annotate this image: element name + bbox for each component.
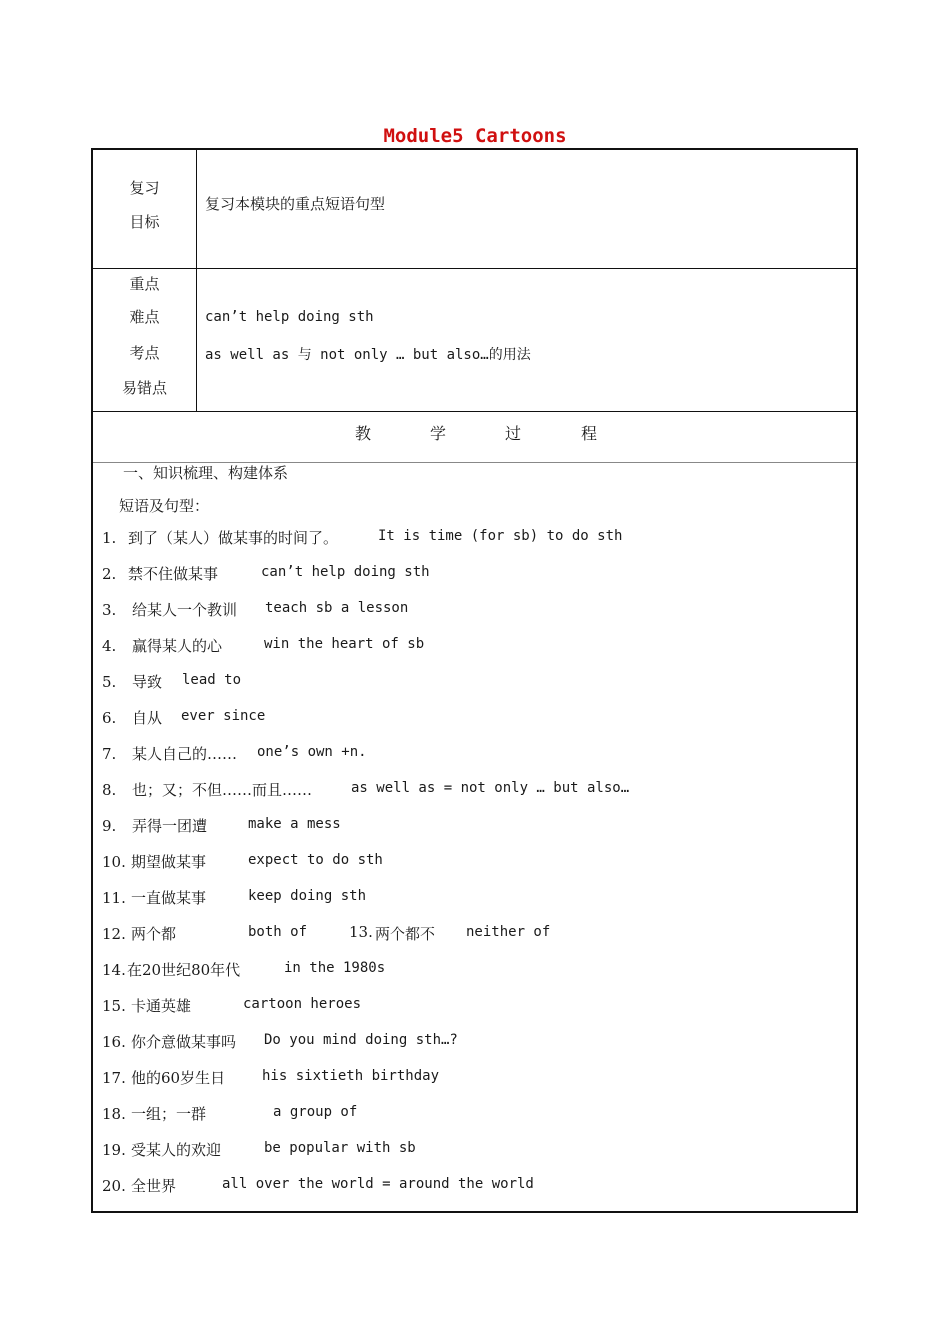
phrase-number: 19.	[102, 1141, 126, 1159]
lesson-table	[91, 148, 858, 1213]
phrase-number: 9.	[102, 817, 117, 835]
phrase-number: 6.	[102, 709, 117, 727]
phrase-english: his sixtieth birthday	[262, 1068, 440, 1084]
subsection-title: 短语及句型：	[119, 497, 210, 515]
phrase-number: 20.	[102, 1177, 126, 1195]
phrase-english: ever since	[181, 708, 266, 724]
phrase-chinese: 你介意做某事吗	[131, 1033, 237, 1051]
phrase-chinese: 两个都不	[375, 925, 436, 943]
phrase-item	[102, 815, 341, 835]
phrase-item	[102, 671, 242, 691]
phrase-number: 5.	[102, 673, 117, 691]
phrase-english: cartoon heroes	[243, 996, 362, 1012]
phrase-number: 12.	[102, 925, 126, 943]
phrase-number: 4.	[102, 637, 117, 655]
label-column-divider	[196, 149, 197, 411]
phrase-item	[102, 707, 266, 727]
phrase-item	[102, 1139, 416, 1159]
phrase-item	[102, 635, 425, 655]
phrase-number: 13.	[349, 923, 373, 941]
section-title: 一、知识梳理、构建体系	[123, 464, 289, 482]
phrase-number: 2.	[102, 565, 117, 583]
phrase-chinese: 也；又；不但……而且……	[132, 781, 313, 799]
phrase-number: 11.	[102, 889, 126, 907]
review-goal-content: 复习本模块的重点短语句型	[205, 195, 386, 213]
phrase-english: all over the world = around the world	[222, 1176, 534, 1192]
phrase-chinese: 赢得某人的心	[132, 637, 223, 655]
key-label-yicuodian: 易错点	[121, 379, 167, 397]
process-char-4: 程	[581, 424, 598, 443]
phrase-item	[102, 887, 367, 907]
phrase-item	[102, 851, 383, 871]
row-divider-keypoints	[93, 411, 856, 412]
review-goal-label-2: 目标	[129, 213, 160, 231]
phrase-item	[102, 959, 386, 979]
phrase-number: 17.	[102, 1069, 126, 1087]
phrase-chinese: 他的60岁生日	[131, 1069, 226, 1087]
phrase-item	[102, 1103, 358, 1123]
phrase-number: 1.	[102, 529, 117, 547]
key-point-line-2: as well as 与 not only … but also…的用法	[205, 347, 531, 363]
phrase-chinese: 给某人一个教训	[132, 601, 238, 619]
review-goal-label-1: 复习	[129, 179, 160, 197]
phrase-chinese: 两个都	[131, 925, 177, 943]
phrase-item	[102, 1067, 440, 1087]
phrase-number: 15.	[102, 997, 126, 1015]
phrase-item	[102, 563, 430, 583]
phrase-english: expect to do sth	[248, 852, 383, 868]
phrase-chinese: 受某人的欢迎	[131, 1141, 222, 1159]
process-char-2: 学	[430, 424, 447, 443]
table-top-border	[93, 149, 856, 150]
key-label-kaodian: 考点	[129, 344, 160, 362]
phrase-item	[102, 1031, 458, 1051]
phrase-item	[102, 995, 362, 1015]
phrase-number: 14.	[102, 961, 126, 979]
row-divider-goal	[93, 268, 856, 269]
process-char-3: 过	[505, 424, 522, 443]
phrase-english: Do you mind doing sth…?	[264, 1032, 458, 1048]
phrase-chinese: 一组；一群	[131, 1105, 207, 1123]
key-point-line-1: can’t help doing sth	[205, 309, 374, 325]
key-label-zhongdian: 重点	[129, 275, 160, 293]
phrase-english: win the heart of sb	[264, 636, 425, 652]
phrase-english: both of	[248, 924, 308, 940]
phrase-english: can’t help doing sth	[261, 564, 430, 580]
phrase-english: a group of	[273, 1104, 358, 1120]
phrase-item	[102, 599, 409, 619]
phrase-chinese: 自从	[132, 709, 163, 727]
phrase-item	[102, 779, 630, 799]
phrase-number: 18.	[102, 1105, 126, 1123]
phrase-chinese: 在20世纪80年代	[127, 961, 241, 979]
phrase-english: as well as = not only … but also…	[351, 780, 630, 796]
phrase-english: neither of	[466, 924, 551, 940]
process-heading	[93, 421, 856, 443]
phrase-chinese: 导致	[132, 673, 163, 691]
phrase-chinese: 卡通英雄	[131, 997, 192, 1015]
phrase-chinese: 到了（某人）做某事的时间了。	[128, 529, 339, 547]
phrase-item	[102, 743, 367, 763]
phrase-number: 8.	[102, 781, 117, 799]
process-char-1: 教	[355, 424, 372, 443]
phrase-chinese: 某人自己的……	[132, 745, 238, 763]
phrase-chinese: 期望做某事	[131, 853, 207, 871]
phrase-english: in the 1980s	[284, 960, 386, 976]
phrase-chinese: 禁不住做某事	[128, 565, 219, 583]
phrase-chinese: 全世界	[131, 1177, 177, 1195]
phrase-item	[102, 923, 551, 943]
phrase-english: It is time (for sb) to do sth	[378, 528, 623, 544]
phrase-item	[102, 1175, 534, 1195]
phrase-number: 16.	[102, 1033, 126, 1051]
page-title: Module5 Cartoons	[383, 125, 567, 147]
phrase-number: 10.	[102, 853, 126, 871]
phrase-number: 7.	[102, 745, 117, 763]
phrase-english: lead to	[182, 672, 242, 688]
phrase-chinese: 一直做某事	[131, 889, 207, 907]
phrase-number: 3.	[102, 601, 117, 619]
phrase-chinese: 弄得一团遭	[132, 817, 208, 835]
key-label-nandian: 难点	[129, 308, 160, 326]
phrase-item	[102, 527, 623, 547]
phrase-english: teach sb a lesson	[265, 600, 409, 616]
phrase-english: make a mess	[248, 816, 341, 832]
phrase-english: be popular with sb	[264, 1140, 416, 1156]
phrase-english: keep doing sth	[248, 888, 367, 904]
phrase-english: one’s own +n.	[257, 744, 367, 760]
